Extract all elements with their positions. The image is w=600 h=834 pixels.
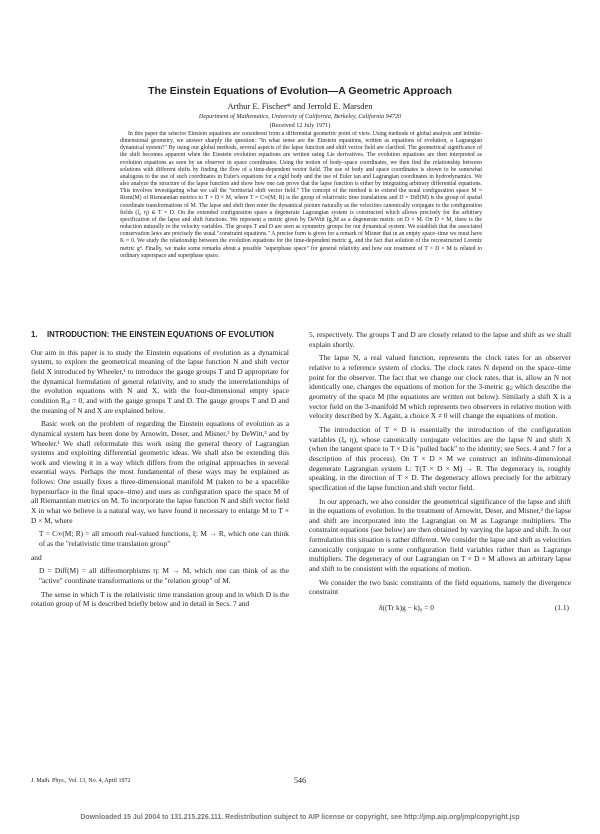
equation-body: δ((Tr k)g − k)₀ = 0 [379,603,434,613]
abstract [120,131,482,327]
section-heading [31,330,289,340]
page-number: 546 [294,776,306,785]
definition-t: T = C∞(M; R) = all smooth real-valued functions, ξ: M → R, which one can think of as the "relativistic time translation group" [39,529,289,549]
paragraph: 5, respectively. The groups T and D are closely related to the lapse and shift as we shall explain shortly. [309,330,571,349]
abstract-text: In this paper the selector Einstein equations are considered from a differential geometric point of view. Using methods of global analysis and infinite-dimensional geometry, we answer sharply the question: "In what sense are the Einstein equations, written as equations of evolution, a Lagrangian dynamical system?" By using our global methods, several aspects of the lapse function and shift vector field are clarified. The geometrical significance of the shift becomes apparent when the Einstein evolution equations are written using Lie derivatives. The evolution equations are then interpreted as evolution equations as seen by an observer in space coordinates. Using the notion of body–space coordinates, we then find the relationship between solutions with different shifts by finding the flow of a time-dependent vector field. The use of body and space coordinates is shown to be somewhat analogous to the use of such coordinates in Euler's equations for a rigid body and the use of Euler ian and Lagrangian coordinates in hydrodynamics. We also analyze the structure of the lapse function and show how one can prove that the lapse function is either by integrating arbitrary differential equations. This involves investigating what we call the "territorial shift vector field." The concept of the method is to extend the usual configuration space M = Riem(M) of Riemannian metrics to T × D × M, where T = C∞(M; R) is the group of relativistic time translations and D = Diff(M) is the group of spatial coordinate transformations of M. The lapse and shift then enter the dynamical picture naturally as the velocities canonically conjugate to the configuration fields (ξ, η) ∈ T × D. On the extended configuration space a degenerate Lagrangian system is constructed which allows precisely for the arbitrary specification of the lapse and shift functions. We represent a metric given by DeWitt (g₀M as a degenerate metric on D × M. On D × M, there is the reduction naturally to the velocity variables. The groups T and D are seen as symmetry groups for our dynamical system. We establish that the associated conservation laws are precisely the usual "constraint equations." A precise form is given for a remark of Misner that in an empty space–time we must have K = 0. We study the relationship between the evolution equations for the time-dependent metric g₀ and the fact that solution of the reconstructed Lorentz metric g⁴. Finally, we make some remarks about a possible "superphase space" for general relativity and how our treatment of T × D × M is related to ordinary superspace and superphase space. [120,131,482,259]
paper-title: The Einstein Equations of Evolution—A Geometric Approach [148,85,452,97]
right-column [309,330,571,613]
affiliation: Department of Mathematics, University of California, Berkeley, California 94720 [198,113,402,120]
paragraph: Basic work on the problem of regarding the Einstein equations of evolution as a dynamical system has been done by Arnowitt, Deser, and Misner,² by DeWitt,³ and by Wheeler.¹ We shall reformulate this work using the general theory of Lagrangian systems and exploiting differential geometric ideas. We shall also be extending this work and viewing it in a way which differs from the original approaches in several essential ways. Perhaps the most fundamental of these ways may be explained as follows: One usually fixes a three-dimensional manifold M (taken to be a spacelike hypersurface in the final space–time) and uses as configuration space the space M of all Riemannian metrics on M. To incorporate the lapse function N and shift vector field X in what we believe is a natural way, we have found it necessary to enlarge M to T × D × M, where [31,419,289,525]
left-column [31,330,289,613]
paragraph: The introduction of T × D is essentially the introduction of the configuration variables (ξ, η), whose canonically conjugate velocities are the lapse N and shift X (when the tangent space to T × D is "pulled back" to the identity; see Secs. 4 and 7 for a description of this process). On T × D × M we construct an infinite-dimensional degenerate Lagrangian system L: T(T × D × M) → R. The degeneracy is, roughly speaking, in the direction of T × D. The degeneracy allows precisely for the arbitrary specification of the lapse function and shift vector field. [309,424,571,492]
authors: Arthur E. Fischer* and Jerrold E. Marsden [227,101,373,111]
paragraph: Our aim in this paper is to study the Einstein equations of evolution as a dynamical system, to explore the geometrical meaning of the lapse function N and shift vector field X introduced by Wheeler,¹ to introduce the gauge groups T and D appropriate for the dynamical formulation of general relativity, and to study the interrelationships of the evolution equations with N and X, with the four-dimensional empty space condition Rₐᵦ = 0, and with the gauge groups T and D. The gauge groups T and D and the meaning of N and X are explained below. [31,347,289,415]
received-date: (Received 12 July 1971) [269,122,331,129]
equation-1-1 [309,603,571,613]
journal-reference: J. Math. Phys., Vol. 13, No. 4, April 1972 [31,778,131,784]
download-notice: Downloaded 15 Jul 2004 to 131.215.226.111. Redistribution subject to AIP license or copyright, see http://jmp.aip.org/jmp/copyright.jsp [80,814,520,821]
paragraph: The sense in which T is the relativistic time translation group and in which D is the rotation group of M is described briefly below and in detail in Secs. 7 and [31,589,289,609]
section-title: INTRODUCTION: THE EINSTEIN EQUATIONS OF EVOLUTION [47,330,274,339]
paragraph: The lapse N, a real valued function, represents the clock rates for an observer relative to a reference system of clocks. The clock rates N depend on the space–time point for the observer. The fact that we change our clock rates, that is, allow an N not identically one, changes the equations of motion for the 3-metric gᵢⱼ which describe the geometry of the space M (the equations are written out below). Similarly a shift X is a vector field on the 3-manifold M which represents two observers in relative motion with velocity described by X. Again, a choice X ≠ 0 will change the equations of motion. [309,353,571,421]
and-connector: and [31,552,42,562]
definition-d: D = Diff(M) = all diffeomorphisms η: M → M, which one can think of as the "active" coordinate transformations or the "relation group" of M. [39,566,289,586]
paragraph: We consider the two basic constraints of the field equations, namely the divergence constraint [309,577,571,597]
paragraph: In our approach, we also consider the geometrical significance of the lapse and shift in the equations of evolution. In the treatment of Arnowitt, Deser, and Misner,² the lapse and shift are incorporated into the Lagrangian on M as Lagrange multipliers. The constraint equations (see below) are then obtained by varying the lapse and shift. In our formulation this situation is rather different. We consider the lapse and shift as velocities canonically conjugate to some configuration field variables rather than as Lagrange multipliers. The degeneracy of our Lagrangian on T × D × M allows an arbitrary lapse and shift to be consistent with the equations of motion. [309,496,571,574]
equation-number: (1.1) [554,603,569,613]
section-number: 1. [31,330,38,339]
